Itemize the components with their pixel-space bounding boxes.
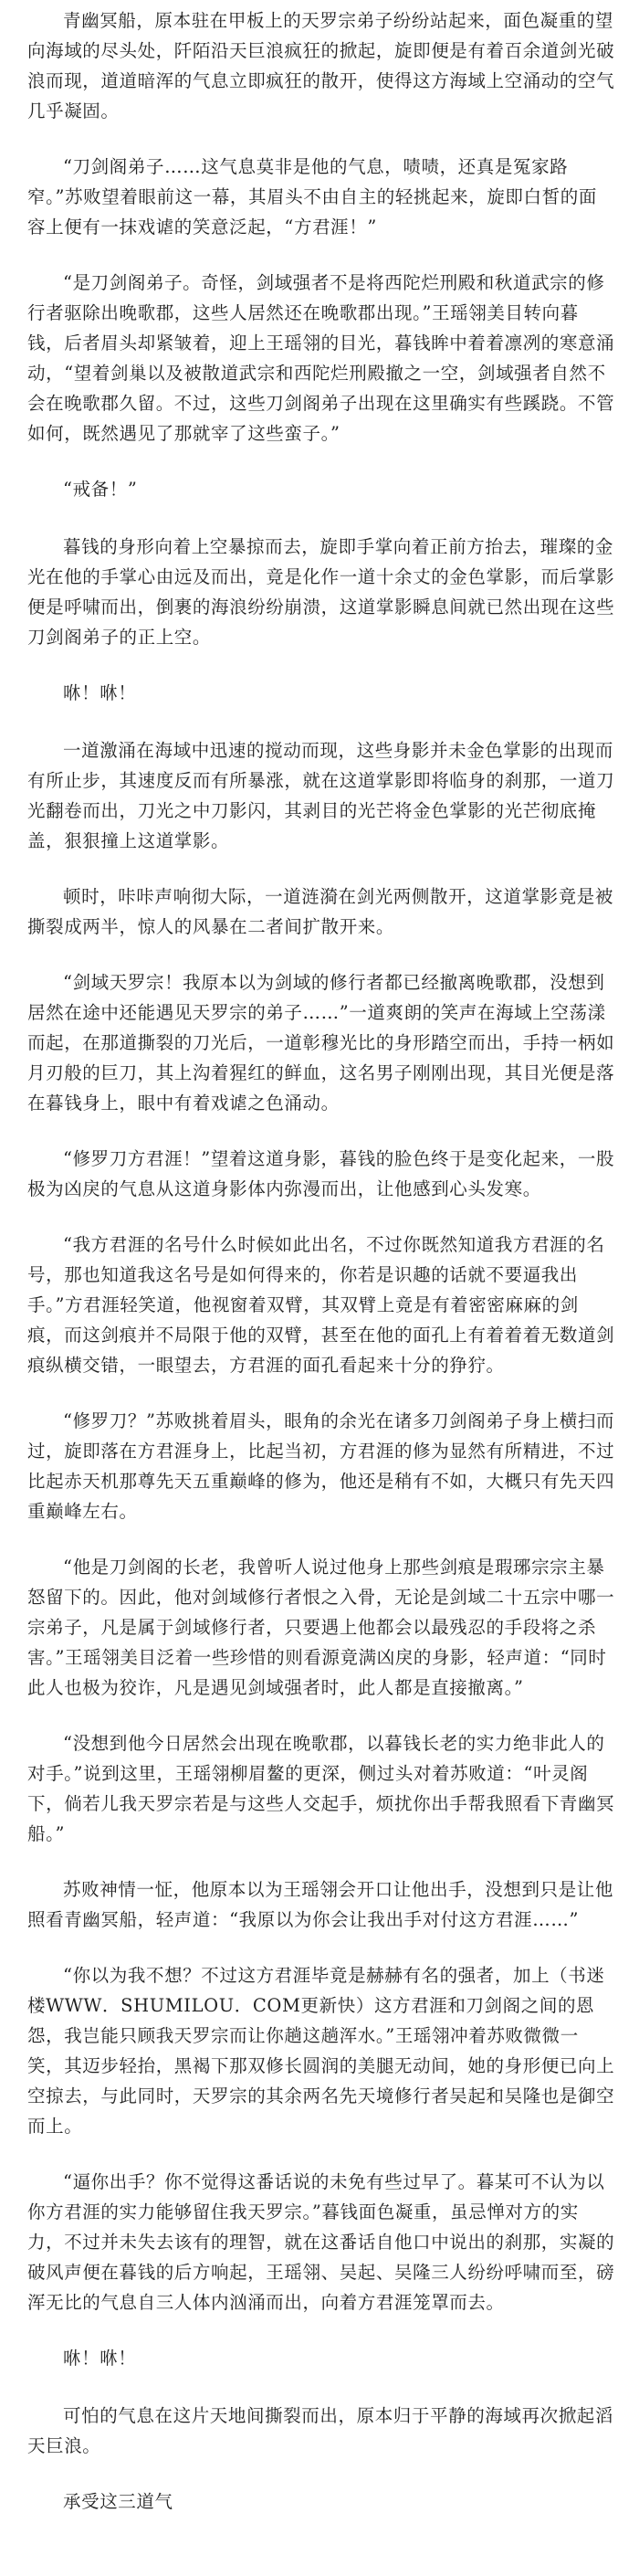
paragraph: 顿时，咔咔声响彻大际，一道涟漪在剑光两侧散开，这道掌影竟是被撕裂成两半，惊人的风暴在二者间扩散开来。 [27, 886, 614, 937]
paragraph: “逼你出手？你不觉得这番话说的未免有些过早了。暮某可不认为以你方君涯的实力能够留住我天罗宗。”暮钱面色凝重，虽忌惮对方的实力，不过并未失去该有的理智，就在这番话自他口中说出的刹那，实凝的破风声便在暮钱的后方响起，王瑶翎、吴起、吴隆三人纷纷呼啸而至，磅浑无比的气息自三人体内汹涌而出，向着方君涯笼罩而去。 [27, 2171, 615, 2313]
paragraph: 可怕的气息在这片天地间撕裂而出，原本归于平静的海域再次掀起滔天巨浪。 [27, 2405, 614, 2456]
paragraph: “是刀剑阁弟子。奇怪，剑域强者不是将西陀烂刑殿和秋道武宗的修行者驱除出晚歌郡，这些人居然还在晚歌郡出现。”王瑶翎美目转向暮钱，后者眉头却紧皱着，迎上王瑶翎的目光，暮钱眸中着着凛冽的寒意涌动，“望着剑巢以及被散道武宗和西陀烂刑殿撤之一空，剑域强者自然不会在晚歌郡久留。不过，这些刀剑阁弟子出现在这里确实有些蹊跷。不管如何，既然遇见了那就宰了这些蛮子。” [27, 272, 615, 444]
paragraph: 咻！咻！ [63, 682, 137, 703]
paragraph: “他是刀剑阁的长老，我曾听人说过他身上那些剑痕是瑕琊宗宗主暴怒留下的。因此，他对剑域修行者恨之入骨，无论是剑域二十五宗中哪一宗弟子，凡是属于剑域修行者，只要遇上他都会以最残忍的手段将之杀害。”王瑶翎美目泛着一些珍惜的则看源竟满凶戾的身影，轻声道：“同时此人也极为狡诈，凡是遇见剑域强者时，此人都是直接撤离。” [27, 1557, 615, 1698]
paragraph: 咻！咻！ [63, 2348, 137, 2369]
paragraph: “修罗刀方君涯！”望着这道身影，暮钱的脸色终于是变化起来，一股极为凶戾的气息从这道身影体内弥漫而出，让他感到心头发寒。 [27, 1148, 615, 1199]
paragraph: “你以为我不想？不过这方君涯毕竟是赫赫有名的强者，加上（书迷楼WWW．SHUMILOU．COM更新快）这方君涯和刀剑阁之间的恩怨，我岂能只顾我天罗宗而让你趟这趟浑水。”王瑶翎冲着苏败微微一笑，其迈步轻抬，黑褐下那双修长圆润的美腿无动间，她的身形便已向上空掠去，与此同时，天罗宗的其余两名先天境修行者吴起和吴隆也是御空而上。 [27, 1965, 615, 2137]
paragraph: 苏败神情一怔，他原本以为王瑶翎会开口让他出手，没想到只是让他照看青幽冥船，轻声道：“我原以为你会让我出手对付这方君涯……” [27, 1879, 614, 1930]
paragraph: “修罗刀？”苏败挑着眉头，眼角的余光在诸多刀剑阁弟子身上横扫而过，旋即落在方君涯身上，比起当初，方君涯的修为显然有所精进，不过比起赤天机那尊先天五重巅峰的修为，他还是稍有不如，大概只有先天四重巅峰左右。 [27, 1410, 615, 1522]
paragraph: “剑域天罗宗！我原本以为剑域的修行者都已经撤离晚歌郡，没想到居然在途中还能遇见天罗宗的弟子……”一道爽朗的笑声在海域上空荡漾而起，在那道撕裂的刀光后，一道彰穆光比的身形踏空而出，手持一柄如月刃般的巨刀，其上沟着猩红的鲜血，这名男子刚刚出现，其目光便是落在暮钱身上，眼中有着戏谑之色涌动。 [27, 972, 615, 1114]
paragraph: “我方君涯的名号什么时候如此出名，不过你既然知道我方君涯的名号，那也知道我这名号是如何得来的，你若是识趣的话就不要逼我出手。”方君涯轻笑道，他视窗着双臂，其双臂上竟是有着密密麻麻的剑痕，而这剑痕并不局限于他的双臂，甚至在他的面孔上有着着着无数道剑痕纵横交错，一眼望去，方君涯的面孔看起来十分的狰狞。 [27, 1234, 615, 1376]
paragraph: “戒备！” [63, 479, 138, 500]
paragraph: 承受这三道气 [63, 2491, 173, 2512]
paragraph: 暮钱的身形向着上空暴掠而去，旋即手掌向着正前方抬去，璀璨的金光在他的手掌心由远及而出，竟是化作一道十余丈的金色掌影，而后掌影便是呼啸而出，倒裹的海浪纷纷崩溃，这道掌影瞬息间就已然出现在这些刀剑阁弟子的正上空。 [27, 536, 615, 648]
paragraph: 一道激涌在海域中迅速的搅动而现，这些身影并未金色掌影的出现而有所止步，其速度反而有所暴涨，就在这道掌影即将临身的刹那，一道刀光翻卷而出，刀光之中刀影闪，其剥目的光芒将金色掌影的光芒彻底掩盖，狠狠撞上这道掌影。 [27, 740, 615, 851]
paragraph: 青幽冥船，原本驻在甲板上的天罗宗弟子纷纷站起来，面色凝重的望向海域的尽头处，阡陌沿天巨浪疯狂的掀起，旋即便是有着百余道剑光破浪而现，道道暗浑的气息立即疯狂的散开，使得这方海域上空涌动的空气几乎凝固。 [27, 10, 615, 121]
paragraph: “刀剑阁弟子……这气息莫非是他的气息，啧啧，还真是冤家路窄。”苏败望着眼前这一幕，其眉头不由自主的轻挑起来，旋即白皙的面容上便有一抹戏谑的笑意泛起，“方君涯！” [27, 156, 597, 238]
paragraph: “没想到他今日居然会出现在晚歌郡，以暮钱长老的实力绝非此人的对手。”说到这里，王瑶翎柳眉鳌的更深，侧过头对着苏败道：“叶灵阁下，倘若儿我天罗宗若是与这些人交起手，烦扰你出手帮我照看下青幽冥船。” [27, 1733, 615, 1844]
